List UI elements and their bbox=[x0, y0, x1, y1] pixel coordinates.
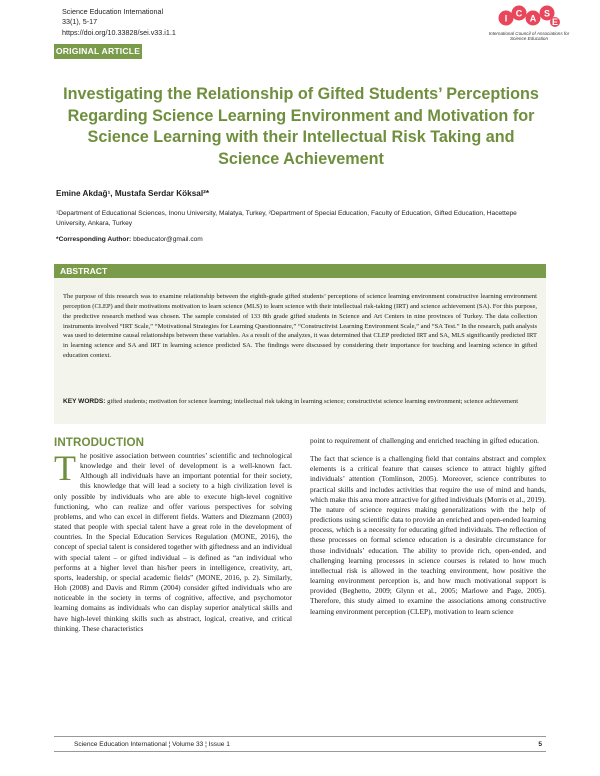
intro-paragraph-cont: point to requirement of challenging and enriched teaching in gifted education. bbox=[310, 436, 540, 445]
page-footer bbox=[54, 740, 546, 752]
logo-caption: International Council of Associations for Science Education bbox=[488, 31, 570, 42]
volume-issue: 33(1), 5-17 bbox=[62, 17, 98, 27]
keywords-list: gifted students; motivation for science learning; intellectual risk taking in learning science; constructivist science learning environment; science achievement bbox=[107, 398, 519, 405]
corresponding-label: *Corresponding Author: bbox=[56, 236, 132, 243]
keywords-label: KEY WORDS: bbox=[63, 398, 106, 405]
journal-header bbox=[62, 7, 176, 38]
svg-text:S: S bbox=[543, 8, 551, 19]
doi-link[interactable]: https://doi.org/10.33828/sei.v33.i1.1 bbox=[62, 27, 176, 37]
article-type-badge: ORIGINAL ARTICLE bbox=[54, 44, 142, 59]
svg-text:E: E bbox=[551, 17, 559, 27]
intro-paragraph-2: The fact that science is a challenging field that contains abstract and complex elements is a critical feature that causes science to attract highly gifted individuals’ attention (Tomlinson, 2005). Moreover, science contributes to practical skills and includes activities that require the use of mind and hands, which make this area more attractive for gifted individuals (Morris et al., 2019). The nature of science requires making generalizations with the help of predictions using scientific data to provide an enriched and open-ended learning process, which is a necessity for educating gifted individuals. The reflection of these processes on formal science education is a desirable circumstance for those individuals’ education. The ability to provide rich, open-ended, and challenging learning processes in science courses is related to how much intellectual risk is allowed in the teaching environment, how positive the learning environment perception is, and how much motivational support is provided (Beghetto, 2009; Glynn et al., 2005; Marlowe and Page, 2005). Therefore, this study aimed to examine the associations among constructive learning environment perception (CLEP), motivation to learn science bbox=[310, 454, 546, 616]
abstract-text: The purpose of this research was to examine relationship between the eighth-grade gifted students’ perceptions of science learning environment constructive learning environment perception (CLEP) and their motivations motivation to learn science (MLS) to learn science with their intellectual risk-taking (IRT) and science achievement (SA). For this purpose, the predictive research method was chosen. The sample consisted of 133 8th grade gifted students in Science and Art Centers in nine provinces of Turkey. The data collection instruments involved “IRT Scale,” “Motivational Strategies for Learning Questionnaire,” “Constructivist Learning Environment Scale,” and “SA Test.” In the research, path analysis was used to determine causal relationships between these variables. As a result of the analyzes, it was determined that CLEP predicted IRT and SA, MLS significantly predicted IRT in learning science and SA and IRT in learning science predicted SA. The findings were discussed by considering their importance for teaching and learning science in gifted education context. bbox=[63, 293, 537, 360]
article-title: Investigating the Relationship of Gifted Students’ Perceptions Regarding Science Learning Environment and Motivation for Science Learning with their Intellectual Risk Taking and Science Achievement bbox=[63, 85, 539, 168]
abstract-heading: ABSTRACT bbox=[54, 264, 546, 278]
author-list: Emine Akdağ¹, Mustafa Serdar Köksal²* bbox=[56, 189, 210, 198]
keywords bbox=[63, 397, 537, 407]
svg-text:C: C bbox=[515, 8, 523, 19]
page-number: 5 bbox=[538, 741, 542, 748]
affiliations: ¹Department of Educational Sciences, Inonu University, Malatya, Turkey, ²Department of Special Education, Faculty of Education, Gifted Education, Hacettepe University, Ankara, Turkey bbox=[56, 210, 517, 228]
introduction-heading: INTRODUCTION bbox=[54, 436, 145, 449]
body-column-left bbox=[54, 448, 292, 642]
corresponding-author bbox=[56, 236, 203, 243]
svg-text:A: A bbox=[529, 13, 537, 24]
intro-paragraph-1 bbox=[54, 448, 292, 634]
footer-journal: Science Education International ¦ Volume 33 ¦ Issue 1 bbox=[74, 741, 230, 748]
journal-name: Science Education International bbox=[62, 7, 164, 16]
drop-cap: T bbox=[54, 448, 76, 488]
svg-text:I: I bbox=[504, 13, 508, 24]
intro-paragraph-1-text: he positive association between countries’ scientific and technological knowledge and their level of development is a well-known fact. Although all individuals have an important potential for their society, this knowledge that will lead a society to a high civilization level is only possible by individuals who are able to execute high-level cognitive functioning, who can realize and offer various perspectives for solving problems, and who can excel in different fields. Watters and Diezmann (2003) stated that people with special talent have a great role in the development of countries. In the Special Education Services Regulation (MONE, 2016), the concept of special talent is considered together with giftedness and an individual with special talent – or gifted individual – is defined as “an individual who performs at a higher level than his/her peers in intelligence, creativity, art, sports, leadership, or special academic fields” (MONE, 2016, p. 2). Similarly, Hoh (2008) and Davis and Rimm (2004) consider gifted individuals who are noticeable in the society in terms of cognitive, affective, and psychomotor learning domains as individuals who can display superior analytical skills and have high-level thinking skills such as abstract, logical, creative, and critical thinking. These characteristics bbox=[54, 451, 292, 633]
corresponding-email[interactable]: bbeducator@gmail.com bbox=[133, 236, 203, 243]
body-column-right bbox=[310, 436, 546, 625]
footer-rule bbox=[54, 736, 546, 737]
